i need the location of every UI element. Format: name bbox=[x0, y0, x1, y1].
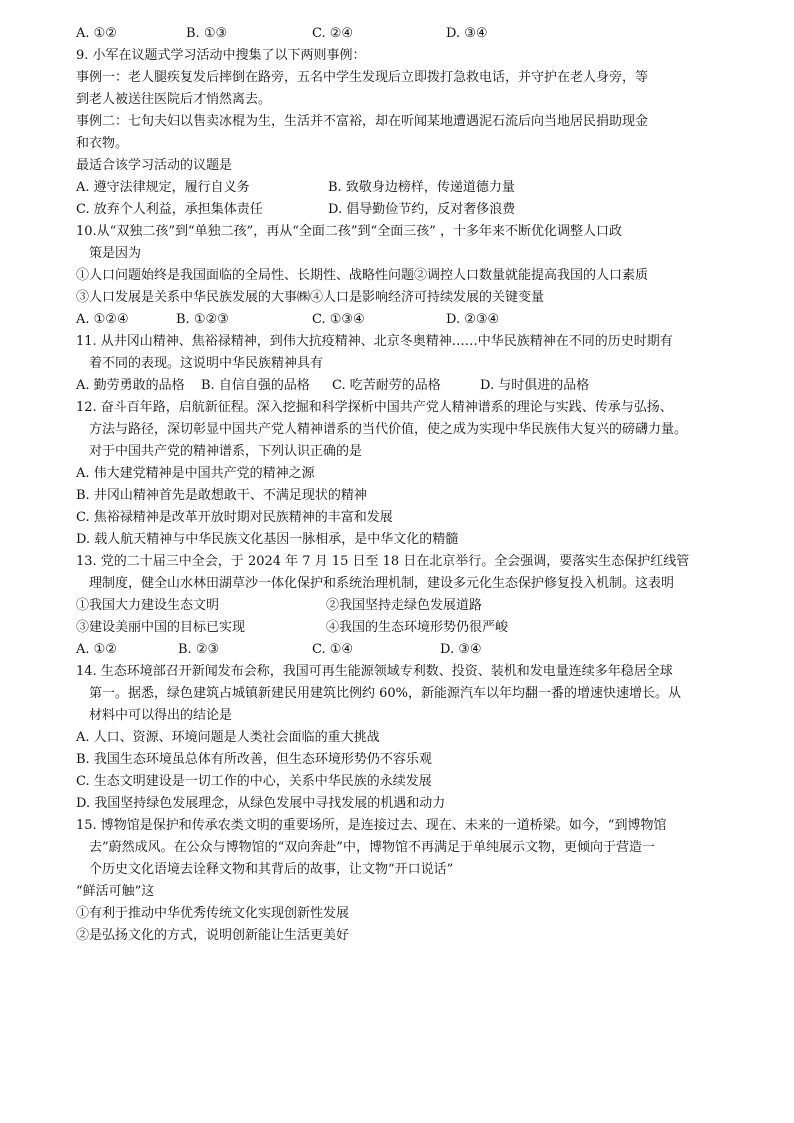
q10-statement-1: ①人口问题始终是我国面临的全局性、长期性、战略性问题②调控人口数量就能提高我国的人口素质 bbox=[76, 268, 649, 283]
q11-option-b: B. 自信自强的品格 bbox=[201, 378, 310, 393]
q12-line3: 对于中国共产党的精神谱系，下列认识正确的是 bbox=[89, 444, 363, 459]
q9-case2-line2: 和衣物。 bbox=[76, 136, 129, 151]
q11-line2: 着不同的表现。这说明中华民族精神具有 bbox=[89, 356, 324, 371]
q13-option-c: C. ①④ bbox=[312, 642, 354, 657]
q12-option-c: C. 焦裕禄精神是改革开放时期对民族精神的丰富和发展 bbox=[76, 510, 393, 525]
q11-option-a: A. 勤劳勇敢的品格 bbox=[76, 378, 185, 393]
q13-option-d: D. ③④ bbox=[440, 642, 482, 657]
q10-line1: 10.从“双独二孩”到“单独二孩”，再从“全面二孩”到“全面三孩” ，十多年来不断优化调整人口政 bbox=[76, 224, 622, 239]
q13-line1: 13. 党的二十届三中全会，于 2024 年 7 月 15 日至 18 日在北京举行。全会强调，要落实生态保护红线管 bbox=[76, 554, 690, 569]
q8-option-b: B. ①③ bbox=[186, 26, 228, 41]
q14-line1: 14. 生态环境部召开新闻发布会称，我国可再生能源领域专利数、投资、装机和发电量连续多年稳居全球 bbox=[76, 664, 673, 679]
q9-stem: 9. 小军在议题式学习活动中搜集了以下两则事例： bbox=[76, 48, 366, 63]
q11-option-d: D. 与时俱进的品格 bbox=[480, 378, 590, 393]
q15-line2: 去”蔚然成风。在公众与博物馆的“双向奔赴”中，博物馆不再满足于单纯展示文物，更倾向于营造一 bbox=[89, 840, 655, 855]
q9-option-a: A. 遵守法律规定，履行自义务 bbox=[76, 180, 250, 195]
q10-option-b: B. ①②③ bbox=[176, 312, 229, 327]
q12-option-d: D. 载人航天精神与中华民族文化基因一脉相承，是中华文化的精髓 bbox=[76, 532, 459, 547]
q11-option-c: C. 吃苦耐劳的品格 bbox=[332, 378, 441, 393]
q9-case2-line1: 事例二：七旬夫妇以售卖冰棍为生，生活并不富裕，却在听闻某地遭遇泥石流后向当地居民捐助现金 bbox=[76, 114, 649, 129]
q14-line3: 材料中可以得出的结论是 bbox=[89, 708, 233, 723]
q12-line1: 12. 奋斗百年路，启航新征程。深入挖掘和科学探析中国共产党人精神谱系的理论与实践、传承与弘扬、 bbox=[76, 400, 673, 415]
q14-option-c: C. 生态文明建设是一切工作的中心，关系中华民族的永续发展 bbox=[76, 774, 432, 789]
q9-option-d: D. 倡导勤俭节约，反对奢侈浪费 bbox=[328, 202, 516, 217]
q15-line3: 个历史文化语境去诠释文物和其背后的故事，让文物“开口说话” bbox=[89, 862, 454, 877]
q13-statement-4: ④我国的生态环境形势仍很严峻 bbox=[326, 620, 509, 635]
q12-option-a: A. 伟大建党精神是中国共产党的精神之源 bbox=[76, 466, 315, 481]
q9-option-c: C. 放弃个人利益，承担集体责任 bbox=[76, 202, 263, 217]
q10-option-d: D. ②③④ bbox=[446, 312, 500, 327]
q12-line2: 方法与路径，深切彰显中国共产党人精神谱系的当代价值，使之成为实现中华民族伟大复兴的磅礴力量。 bbox=[89, 422, 688, 437]
q15-statement-2: ②是弘扬文化的方式，说明创新能让生活更美好 bbox=[76, 928, 350, 943]
q13-option-a: A. ①② bbox=[76, 642, 117, 657]
q15-line1: 15. 博物馆是保护和传承农类文明的重要场所，是连接过去、现在、未来的一道桥梁。如今，“到博物馆 bbox=[76, 818, 667, 833]
q11-line1: 11. 从井冈山精神、焦裕禄精神，到伟大抗疫精神、北京冬奥精神……中华民族精神在不同的历史时期有 bbox=[76, 334, 673, 349]
q14-line2: 第一。据悉，绿色建筑占城镇新建民用建筑比例约 60%，新能源汽车以年均翻一番的增速快速增长。从 bbox=[89, 686, 682, 701]
q8-option-a: A. ①② bbox=[76, 26, 117, 41]
q10-statement-2: ③人口发展是关系中华民族发展的大事㈱④人口是影响经济可持续发展的关键变量 bbox=[76, 290, 545, 305]
q9-question: 最适合该学习活动的议题是 bbox=[76, 158, 233, 173]
q10-option-a: A. ①②④ bbox=[76, 312, 129, 327]
q9-case1-line2: 到老人被送往医院后才悄然离去。 bbox=[76, 92, 272, 107]
q12-option-b: B. 井冈山精神首先是敢想敢干、不满足现状的精神 bbox=[76, 488, 367, 503]
q15-statement-1: ①有利于推动中华优秀传统文化实现创新性发展 bbox=[76, 906, 350, 921]
q9-option-b: B. 致敬身边榜样，传递道德力量 bbox=[328, 180, 515, 195]
q10-option-c: C. ①③④ bbox=[312, 312, 365, 327]
q9-case1-line1: 事例一：老人腿疾复发后摔倒在路旁，五名中学生发现后立即拨打急救电话，并守护在老人身旁，等 bbox=[76, 70, 649, 85]
q8-option-d: D. ③④ bbox=[446, 26, 488, 41]
q13-option-b: B. ②③ bbox=[178, 642, 220, 657]
q13-line2: 理制度，健全山水林田湖草沙一体化保护和系统治理机制，建设多元化生态保护修复投入机制。这表明 bbox=[89, 576, 675, 591]
q14-option-a: A. 人口、资源、环境问题是人类社会面临的重大挑战 bbox=[76, 730, 380, 745]
q13-statement-3: ③建设美丽中国的目标已实现 bbox=[76, 620, 246, 635]
q13-statement-2: ②我国坚持走绿色发展道路 bbox=[326, 598, 483, 613]
q10-line2: 策是因为 bbox=[89, 246, 142, 261]
q14-option-b: B. 我国生态环境虽总体有所改善，但生态环境形势仍不容乐观 bbox=[76, 752, 432, 767]
q14-option-d: D. 我国坚持绿色发展理念，从绿色发展中寻找发展的机遇和动力 bbox=[76, 796, 446, 811]
q8-option-c: C. ②④ bbox=[312, 26, 354, 41]
q15-line4: “鲜活可触”这 bbox=[76, 884, 155, 899]
q13-statement-1: ①我国大力建设生态文明 bbox=[76, 598, 220, 613]
